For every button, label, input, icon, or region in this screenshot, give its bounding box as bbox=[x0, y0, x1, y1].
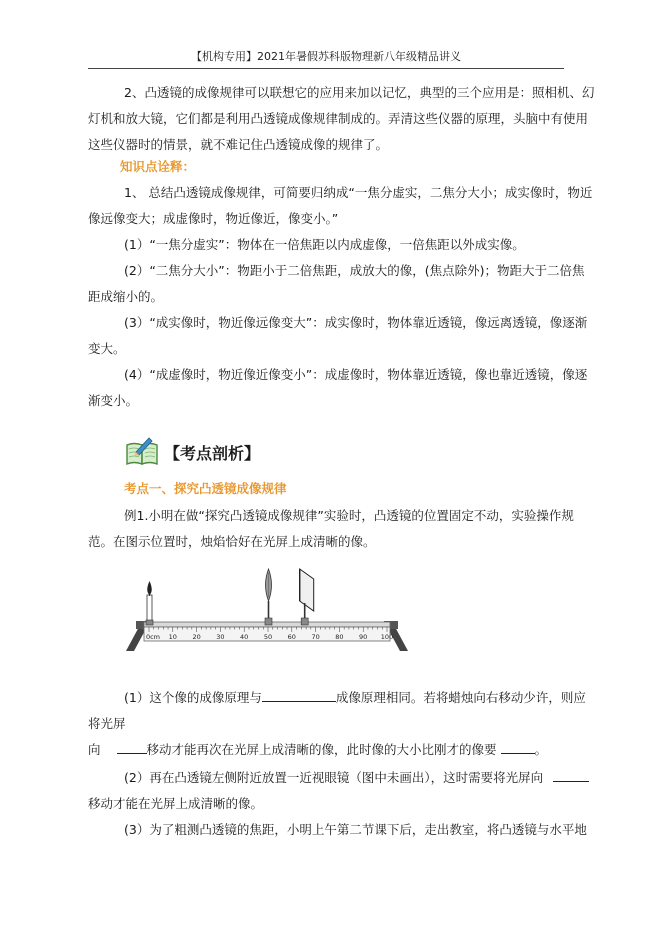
knowledge-item-3-line-1: (3）“成实像时，物近像远像变大”：成实像时，物体靠近透镜，像远离透镜，像逐渐 bbox=[124, 315, 588, 330]
knowledge-p1-line-2: 像远像变大；成虚像时，物近像近，像变小。” bbox=[88, 211, 339, 226]
book-pen-icon bbox=[124, 436, 160, 468]
scale-tick-label: 0cm bbox=[145, 633, 161, 641]
question-2-line-1 bbox=[124, 769, 589, 787]
q1-blank-2[interactable] bbox=[117, 741, 147, 754]
light-screen bbox=[300, 569, 314, 625]
convex-lens bbox=[265, 569, 272, 625]
page-header: 【机构专用】2021年暑假苏科版物理新八年级精品讲义 bbox=[88, 48, 564, 69]
candle bbox=[146, 581, 153, 625]
optical-bench-figure bbox=[122, 565, 414, 655]
knowledge-p1-line-1: 1、 总结凸透镜成像规律，可简要归纳成“一焦分虚实，二焦分大小；成实像时，物近 bbox=[124, 185, 593, 200]
kaodian-title: 考点一、探究凸透镜成像规律 bbox=[124, 481, 287, 496]
question-1-line-3 bbox=[88, 741, 547, 759]
q1-text-a: (1）这个像的成像原理与 bbox=[124, 690, 262, 705]
knowledge-title: 知识点诠释： bbox=[120, 159, 196, 174]
q1-blank-1[interactable] bbox=[262, 689, 336, 702]
question-1-line-2: 将光屏 bbox=[88, 716, 126, 731]
scale-tick-label: 70 bbox=[311, 633, 320, 641]
q1-blank-3[interactable] bbox=[501, 741, 535, 754]
question-3-line-1: (3）为了粗测凸透镜的焦距，小明上午第二节课下后，走出教室，将凸透镜与水平地 bbox=[124, 822, 587, 837]
scale-tick-label: 90 bbox=[359, 633, 368, 641]
knowledge-item-3-line-2: 变大。 bbox=[88, 341, 126, 356]
intro-line-3: 这些仪器时的情景，就不难记住凸透镜成像的规律了。 bbox=[88, 137, 389, 152]
question-1-line-1 bbox=[124, 689, 586, 707]
knowledge-item-4-line-2: 渐变小。 bbox=[88, 393, 139, 408]
scale-tick-label: 20 bbox=[192, 633, 201, 641]
section-heading bbox=[124, 436, 260, 468]
scale-tick-label: 80 bbox=[335, 633, 344, 641]
q1-text-d: 向 bbox=[88, 742, 101, 757]
example-line-1: 例1.小明在做“探究凸透镜成像规律”实验时，凸透镜的位置固定不动，实验操作规 bbox=[124, 508, 574, 523]
knowledge-item-2-line-1: (2）“二焦分大小”：物距小于二倍焦距，成放大的像，(焦点除外)；物距大于二倍焦 bbox=[124, 263, 585, 278]
q1-text-e: 移动才能再次在光屏上成清晰的像，此时像的大小比刚才的像要 bbox=[146, 742, 497, 757]
intro-line-1: 2、凸透镜的成像规律可以联想它的应用来加以记忆，典型的三个应用是：照相机、幻 bbox=[124, 85, 595, 100]
example-line-2: 范。在图示位置时，烛焰恰好在光屏上成清晰的像。 bbox=[88, 534, 376, 549]
section-title: 【考点剖析】 bbox=[164, 443, 261, 463]
knowledge-item-1: (1）“一焦分虚实”：物体在一倍焦距以内成虚像，一倍焦距以外成实像。 bbox=[124, 237, 525, 252]
q2-text-a: (2）再在凸透镜左侧附近放置一近视眼镜（图中未画出），这时需要将光屏向 bbox=[124, 770, 544, 785]
intro-line-2: 灯机和放大镜，它们都是利用凸透镜成像规律制成的。弄清这些仪器的原理，头脑中有使用 bbox=[88, 111, 589, 126]
scale-tick-label: 60 bbox=[287, 633, 296, 641]
scale-tick-label: 10 bbox=[168, 633, 177, 641]
scale-tick-label: 40 bbox=[240, 633, 249, 641]
q2-blank[interactable] bbox=[553, 769, 589, 782]
scale-tick-label: 30 bbox=[216, 633, 225, 641]
scale-tick-label: 50 bbox=[263, 633, 273, 641]
q1-text-f: 。 bbox=[534, 742, 548, 757]
question-2-line-2: 移动才能在光屏上成清晰的像。 bbox=[88, 796, 264, 811]
knowledge-item-4-line-1: (4）“成虚像时，物近像近像变小”：成虚像时，物体靠近透镜，像也靠近透镜，像逐 bbox=[124, 367, 588, 382]
scale-tick-label: 100 bbox=[380, 633, 394, 641]
q1-text-b: 成像原理相同。若将蜡烛向右移动少许，则应 bbox=[335, 690, 586, 705]
knowledge-item-2-line-2: 距成缩小的。 bbox=[88, 289, 164, 304]
